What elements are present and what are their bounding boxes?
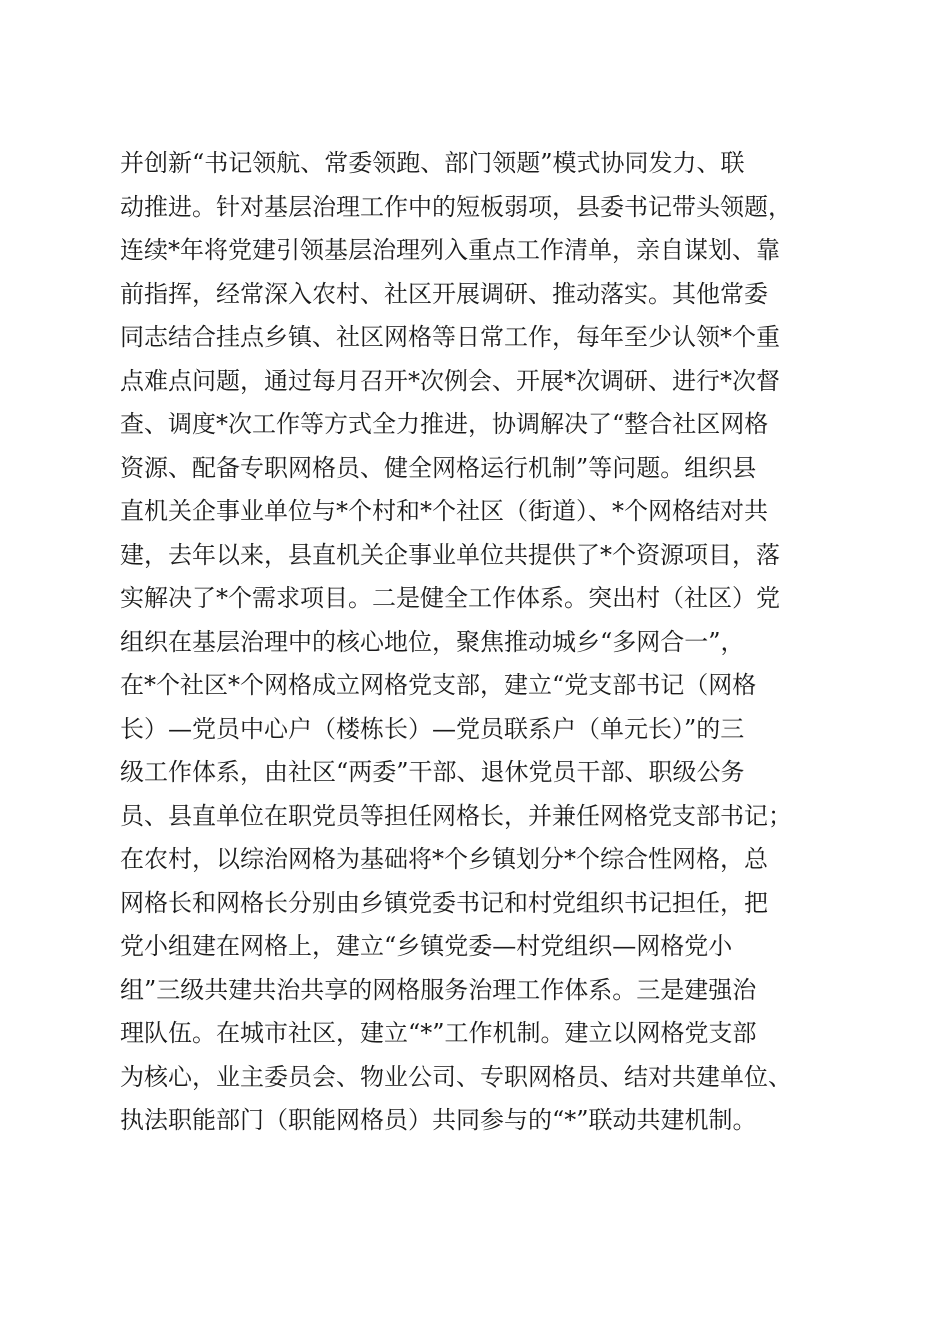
text-line: 点难点问题，通过每月召开*次例会、开展*次调研、进行*次督: [120, 366, 780, 395]
text-line: 执法职能部门（职能网格员）共同参与的“*”联动共建机制。: [120, 1106, 757, 1134]
text-line: 理队伍。在城市社区，建立“*”工作机制。建立以网格党支部: [120, 1019, 757, 1047]
text-line: 员、县直单位在职党员等担任网格长，并兼任网格党支部书记；: [120, 801, 792, 830]
text-line: 直机关企事业单位与*个村和*个社区（街道）、*个网格结对共: [120, 497, 768, 525]
text-line: 级工作体系，由社区“两委”干部、退休党员干部、职级公务: [120, 758, 745, 786]
text-line: 党小组建在网格上，建立“乡镇党委—村党组织—网格党小: [120, 932, 733, 960]
text-line: 并创新“书记领航、常委领跑、部门领题”模式协同发力、联: [120, 149, 745, 177]
text-line: 在农村，以综治网格为基础将*个乡镇划分*个综合性网格，总: [120, 845, 768, 873]
text-line: 组”三级共建共治共享的网格服务治理工作体系。三是建强治: [120, 975, 757, 1004]
text-line: 同志结合挂点乡镇、社区网格等日常工作，每年至少认领*个重: [120, 323, 780, 351]
text-line: 网格长和网格长分别由乡镇党委书记和村党组织书记担任，把: [120, 888, 768, 917]
text-line: 实解决了*个需求项目。二是健全工作体系。突出村（社区）党: [120, 584, 780, 612]
text-line: 前指挥，经常深入农村、社区开展调研、推动落实。其他常委: [120, 279, 768, 308]
text-line: 动推进。针对基层治理工作中的短板弱项，县委书记带头领题，: [120, 192, 792, 221]
text-line: 建，去年以来，县直机关企事业单位共提供了*个资源项目，落: [120, 540, 780, 569]
text-line: 组织在基层治理中的核心地位，聚焦推动城乡“多网合一”，: [120, 627, 745, 656]
text-line: 资源、配备专职网格员、健全网格运行机制”等问题。组织县: [120, 453, 757, 482]
text-line: 在*个社区*个网格成立网格党支部，建立“党支部书记（网格: [120, 671, 757, 699]
text-line: 连续*年将党建引领基层治理列入重点工作清单，亲自谋划、靠: [120, 236, 780, 264]
text-line: 查、调度*次工作等方式全力推进，协调解决了“整合社区网格: [120, 410, 769, 438]
text-line: 长）—党员中心户（楼栋长）—党员联系户（单元长）”的三: [120, 714, 745, 743]
text-line: 为核心，业主委员会、物业公司、专职网格员、结对共建单位、: [120, 1062, 792, 1091]
body-paragraph: [120, 142, 840, 1143]
